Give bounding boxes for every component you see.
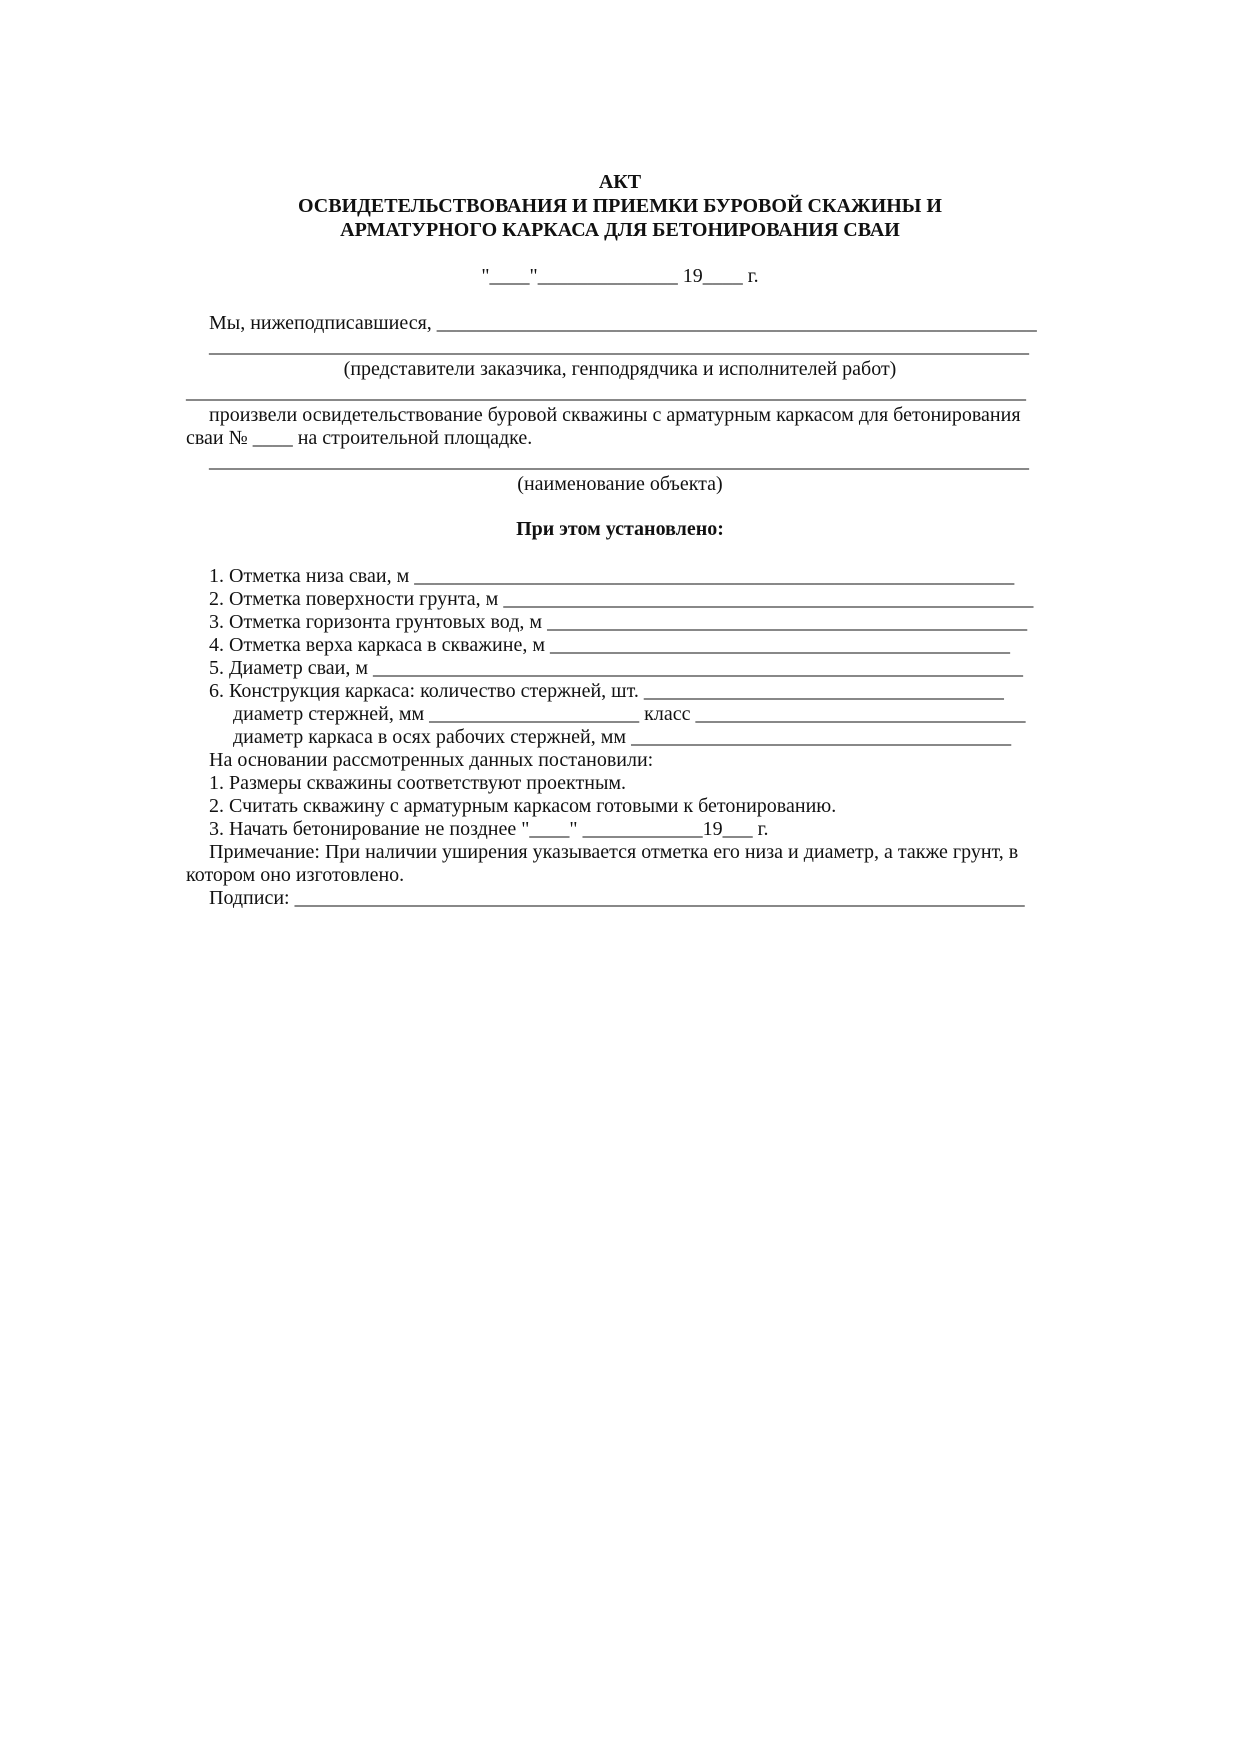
signatories-blank: __________________________________________________________________________________ (209, 335, 1029, 357)
signatures-line: Подписи: _________________________________________________________________________ (209, 887, 1025, 909)
decision-item: 1. Размеры скважины соответствуют проектным. (209, 772, 627, 794)
note-line-1: Примечание: При наличии уширения указывается отметка его низа и диаметр, а также грунт, в (209, 841, 1019, 863)
item-ground-surface-mark: 2. Отметка поверхности грунта, м _____________________________________________________ (209, 588, 1034, 610)
decision-item: 3. Начать бетонирование не позднее "____" ____________19___ г. (209, 818, 769, 840)
performed-text-line-1: произвели освидетельствование буровой скважины с арматурным каркасом для бетонирования (209, 404, 1021, 426)
signatories-line: Мы, нижеподписавшиеся, ____________________________________________________________ (209, 312, 1037, 334)
document-title: АКТ (598, 171, 642, 193)
item-pile-bottom-mark: 1. Отметка низа сваи, м ____________________________________________________________ (209, 565, 1015, 587)
established-heading: При этом установлено: (516, 518, 724, 540)
item-pile-diameter: 5. Диаметр сваи, м _________________________________________________________________ (209, 657, 1024, 679)
performed-text-line-2: сваи № ____ на строительной площадке. (186, 427, 533, 449)
signatories-caption: (представители заказчика, генподрядчика и исполнителей работ) (343, 358, 897, 380)
item-rod-diameter-class: диаметр стержней, мм _____________________ класс _________________________________ (233, 703, 1026, 725)
note-line-2: котором оно изготовлено. (186, 864, 405, 886)
object-name-caption: (наименование объекта) (517, 473, 723, 495)
date-line: "____"______________ 19____ г. (481, 265, 759, 287)
document-title-line-2: ОСВИДЕТЕЛЬСТВОВАНИЯ И ПРИЕМКИ БУРОВОЙ СКАЖИНЫ И (298, 195, 942, 217)
item-cage-top-mark: 4. Отметка верха каркаса в скважине, м ______________________________________________ (209, 634, 1010, 656)
item-cage-construction: 6. Конструкция каркаса: количество стержней, шт. ____________________________________ (209, 680, 1004, 702)
object-name-blank: __________________________________________________________________________________ (209, 450, 1029, 472)
signatories-blank-2: ____________________________________________________________________________________ (186, 381, 1026, 403)
decision-item: 2. Считать скважину с арматурным каркасом готовыми к бетонированию. (209, 795, 837, 817)
document-title-line-3: АРМАТУРНОГО КАРКАСА ДЛЯ БЕТОНИРОВАНИЯ СВАИ (340, 219, 900, 241)
decision-heading: На основании рассмотренных данных постановили: (209, 749, 654, 771)
item-cage-axis-diameter: диаметр каркаса в осях рабочих стержней, мм ______________________________________ (233, 726, 1012, 748)
item-groundwater-mark: 3. Отметка горизонта грунтовых вод, м ________________________________________________ (209, 611, 1028, 633)
